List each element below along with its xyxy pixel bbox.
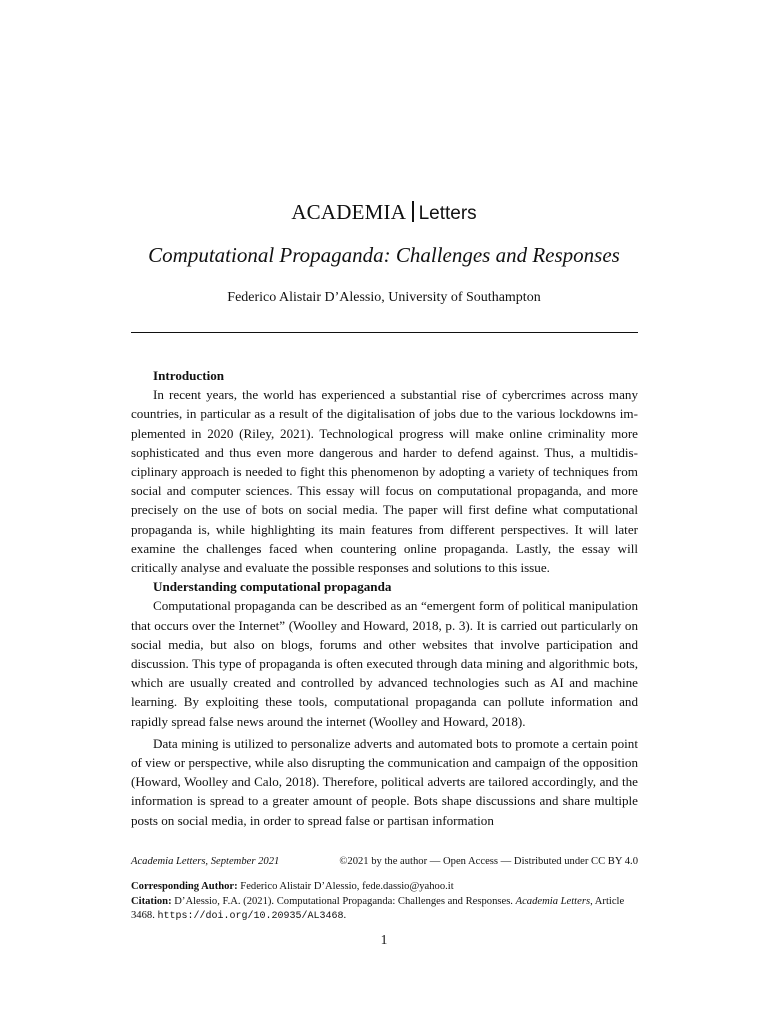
doi-end: . — [343, 910, 347, 921]
citation — [131, 895, 638, 925]
page-number: 1 — [380, 932, 388, 947]
corresponding-author — [131, 880, 638, 895]
citation-text: D’Alessio, F.A. (2021). Computational Propaganda: Challenges and Responses. — [174, 895, 513, 907]
article-body — [131, 366, 638, 830]
masthead-brand: ACADEMIA — [291, 200, 407, 224]
article-metadata — [131, 880, 638, 925]
header-divider — [131, 332, 638, 333]
corresponding-value: Federico Alistair D’Alessio, fede.dassio@yahoo.it — [240, 881, 454, 892]
section-heading-introduction: Introduction — [153, 368, 225, 383]
article-title: Computational Propaganda: Challenges and Responses — [148, 243, 620, 267]
footer-journal: Academia Letters, September 2021 — [131, 856, 280, 867]
paragraph: Data mining is utilized to personalize adverts and automated bots to promote a certain point of view or perspective, while also disrupting the communication and campaign of the opposition (Howard, Woolley and Calo, 2018). Therefore, political adverts are tailored accordingly, and the information is spread to a greater amount of people. Bots shape discussions and share multiple posts on social media, in order to spread false or partisan information — [131, 735, 638, 828]
doi-link[interactable]: https://doi.org/10.20935/AL3468 — [157, 911, 344, 922]
masthead-separator — [412, 201, 414, 222]
footer-line — [131, 855, 638, 869]
corresponding-label: Corresponding Author: — [131, 881, 238, 892]
paragraph: In recent years, the world has experienced a substantial rise of cybercrimes across many countries, in particular as a result of the digitalisation of jobs due to the various lockdowns implemented in 2020 (Riley, 2021). Technological progress will make online criminality more sophisticated and thus even more dangerous and harder to defend against. Thus, a multidisciplinary approach is needed to fight this phenomenon by adopting a variety of techniques from social and computer sciences. This essay will focus on computational propaganda, and more precisely on the use of bots on social media. The paper will first define what computational propaganda is, while highlighting its main features from different perspectives. It will later examine the challenges faced when countering online propaganda. Lastly, the essay will critically analyse and evaluate the possible responses and solutions to this issue. — [131, 387, 638, 576]
citation-article: , Article 3468. — [131, 895, 625, 921]
citation-journal: Academia Letters — [515, 895, 591, 907]
masthead-section: Letters — [418, 203, 477, 224]
paragraph: Computational propaganda can be described as an “emergent form of political manipulation that occurs over the Internet” (Woolley and Howard, 2018, p. 3). It is carried out particularly on social media, but also on blogs, forums and other websites that involve participation and discussion. This type of propaganda is often executed through data mining and algorithmic bots, which are usually created and controlled by advanced technologies such as AI and machine learning. By exploiting these tools, computational propaganda can pollute information and rapidly spread false news around the internet (Woolley and Howard, 2018). — [131, 598, 638, 729]
author-line: Federico Alistair D’Alessio, University of Southampton — [227, 290, 541, 305]
footer-license: ©2021 by the author — Open Access — Distributed under CC BY 4.0 — [339, 856, 638, 867]
section-heading-understanding: Understanding computational propaganda — [153, 579, 392, 595]
journal-masthead — [0, 198, 768, 228]
citation-label: Citation: — [131, 895, 172, 907]
